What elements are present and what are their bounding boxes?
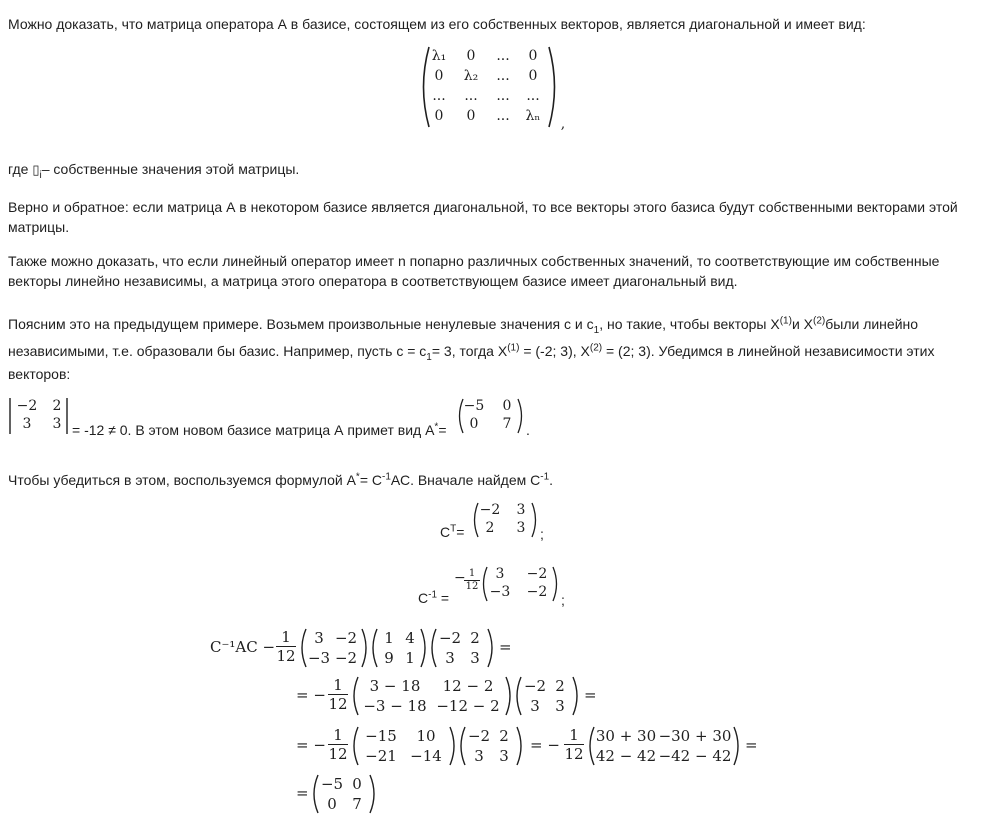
mat-cell: −15 — [365, 727, 397, 745]
mat-cell: 0 — [502, 398, 512, 414]
mat-cell: −2 — [438, 629, 462, 647]
paragraph-example — [8, 311, 973, 365]
right-paren — [733, 726, 742, 766]
text-segment: = -12 ≠ 0. В этом новом базисе матрица А примет вид А — [72, 422, 435, 438]
diag-cell: ... — [496, 48, 510, 64]
text-segment: = — [437, 590, 450, 606]
equals-sign: = — [745, 736, 758, 754]
calc-lhs: C⁻¹AC − — [210, 638, 276, 656]
fraction — [328, 676, 348, 713]
equals-sign: = — [584, 686, 597, 704]
numerator: 1 — [328, 726, 348, 745]
mat-cell: 3 — [516, 502, 526, 518]
mat-cell: 1 — [405, 649, 415, 667]
det-cell: −2 — [16, 398, 38, 414]
text-segment: были линейно — [825, 316, 919, 332]
mat-cell: −42 − 42 — [658, 747, 732, 765]
superscript: * — [434, 421, 439, 433]
mat-cell: −2 — [334, 629, 358, 647]
c-transpose-label — [440, 524, 464, 540]
mat-cell: −3 — [489, 584, 511, 600]
mat-cell: 30 + 30 — [595, 727, 657, 745]
mat-cell: 3 — [555, 697, 565, 715]
numerator: 1 — [464, 568, 480, 581]
mat-cell: 3 — [499, 747, 509, 765]
mat-cell: 1 — [384, 629, 394, 647]
text-segment: = (2; 3). Убедимся в линейной независимости этих — [602, 343, 935, 359]
mid-sign: = − — [530, 736, 560, 754]
superscript: -1 — [382, 471, 391, 483]
mat-cell: −3 − 18 — [363, 697, 427, 715]
diag-cell: ... — [526, 88, 540, 104]
numerator: 1 — [328, 676, 348, 695]
paragraph-example-end: векторов: — [8, 366, 71, 382]
mat-cell: 2 — [555, 677, 565, 695]
mat-cell: 10 — [416, 727, 436, 745]
diag-cell: 0 — [466, 108, 476, 124]
mat-cell: 2 — [499, 727, 509, 745]
text-segment: = — [456, 524, 465, 540]
fraction — [328, 726, 348, 763]
superscript: (1) — [507, 342, 520, 354]
mat-cell: −5 — [463, 398, 485, 414]
trailing-semicolon: ; — [540, 526, 544, 542]
fraction — [464, 568, 480, 593]
mat-cell: −2 — [523, 677, 547, 695]
trailing-period: . — [526, 422, 530, 438]
mat-cell: 7 — [352, 795, 362, 813]
mat-cell: 3 — [445, 649, 455, 667]
paragraph-converse: Верно и обратное: если матрица А в некотором базисе является диагональной, то все векторы этого базиса будут собственными векторами этой матрицы. — [8, 199, 958, 235]
right-paren — [369, 774, 378, 814]
right-paren — [516, 726, 525, 766]
mat-cell: 0 — [352, 775, 362, 793]
mat-cell: 2 — [485, 520, 495, 536]
superscript: * — [355, 471, 360, 483]
text-segment: = — [438, 422, 447, 438]
diag-cell: ... — [496, 88, 510, 104]
text-segment: Поясним это на предыдущем примере. Возьмем произвольные ненулевые значения с и с — [8, 316, 594, 332]
det-right-bar — [66, 398, 70, 436]
diag-cell: ... — [464, 88, 478, 104]
paragraph-eigenvalues — [8, 159, 973, 180]
trailing-semicolon: ; — [561, 592, 565, 608]
diag-cell: ... — [432, 88, 446, 104]
minus-sign: − — [454, 570, 466, 586]
right-paren — [487, 628, 496, 668]
denominator: 12 — [564, 745, 584, 763]
c-inverse-label — [418, 590, 449, 606]
mat-cell: 3 — [474, 747, 484, 765]
diag-cell: λ₁ — [431, 48, 447, 64]
right-paren — [572, 676, 581, 716]
diag-cell: ... — [496, 68, 510, 84]
mat-cell: 12 − 2 — [442, 677, 494, 695]
superscript: -1 — [428, 589, 438, 601]
diag-cell: λₙ — [525, 108, 541, 124]
subscript: 1 — [593, 324, 600, 336]
mat-cell: −2 — [479, 502, 501, 518]
mat-cell: −14 — [410, 747, 442, 765]
diag-cell: 0 — [466, 48, 476, 64]
lead-sign: = − — [296, 686, 326, 704]
text-segment: – собственные значения этой матрицы. — [41, 161, 300, 177]
subscript: 1 — [426, 351, 432, 363]
denominator: 12 — [328, 695, 348, 713]
equals-sign: = — [499, 638, 512, 656]
diag-cell: 0 — [434, 108, 444, 124]
superscript: (2) — [589, 342, 603, 354]
det-cell: 2 — [52, 398, 62, 414]
c-transpose-equation — [440, 500, 560, 542]
mat-cell: −3 — [307, 649, 331, 667]
left-paren — [586, 726, 595, 766]
mat-cell: 4 — [405, 629, 415, 647]
mat-cell: −21 — [365, 747, 397, 765]
text-segment: независимыми, т.е. образовали бы базис. Например, пусть с = с — [8, 343, 427, 359]
mat-cell: −2 — [526, 584, 548, 600]
determinant-line — [8, 396, 568, 436]
lead-sign: = − — [296, 736, 326, 754]
subscript: i — [39, 169, 42, 181]
mat-cell: 0 — [469, 416, 479, 432]
paragraph-intro: Можно доказать, что матрица оператора А в базисе, состоящем из его собственных векторов, является диагональной и имеет вид: — [8, 16, 866, 32]
mat-cell: −30 + 30 — [658, 727, 732, 745]
text-segment: С — [440, 524, 451, 540]
c-inverse-equation — [418, 564, 578, 608]
mat-cell: 3 − 18 — [369, 677, 421, 695]
left-paren — [350, 726, 359, 766]
denominator: 12 — [465, 581, 479, 592]
superscript: -1 — [540, 471, 550, 483]
text-segment: и Х — [791, 316, 813, 332]
right-paren — [517, 398, 525, 434]
numerator: 1 — [564, 726, 584, 745]
mat-cell: 7 — [502, 416, 512, 432]
mat-cell: −2 — [526, 566, 548, 582]
mat-cell: −2 — [334, 649, 358, 667]
mat-cell: 3 — [530, 697, 540, 715]
left-paren — [457, 726, 466, 766]
text-segment: = (-2; 3), Х — [519, 343, 590, 359]
denominator: 12 — [276, 647, 296, 665]
mat-cell: 2 — [470, 629, 480, 647]
missing-glyph: ▯ — [32, 162, 40, 177]
right-paren — [552, 566, 560, 602]
det-cell: 3 — [22, 416, 32, 432]
mat-cell: 42 − 42 — [595, 747, 657, 765]
diag-cell: ... — [496, 108, 510, 124]
superscript: Т — [450, 523, 457, 535]
det-left-bar — [9, 398, 13, 436]
text-segment: . — [549, 472, 554, 488]
text-segment: = С — [359, 472, 383, 488]
left-paren — [480, 566, 488, 602]
diag-cell: λ₂ — [463, 68, 479, 84]
diag-cell: 0 — [434, 68, 444, 84]
mat-cell: −5 — [320, 775, 344, 793]
superscript: (2) — [813, 315, 826, 327]
diag-cell: 0 — [528, 48, 538, 64]
text-segment: где — [8, 161, 33, 177]
left-paren — [513, 676, 522, 716]
mat-cell: 9 — [384, 649, 394, 667]
lead-sign: = — [296, 784, 309, 802]
fraction — [276, 628, 296, 665]
paragraph-formula — [8, 470, 973, 490]
det-equation-text — [72, 422, 447, 438]
mat-cell: 3 — [516, 520, 526, 536]
superscript: (1) — [779, 315, 792, 327]
text-segment: С — [418, 590, 429, 606]
left-paren — [369, 628, 378, 668]
calculation-block — [0, 620, 991, 825]
mat-cell: 0 — [327, 795, 337, 813]
denominator: 12 — [328, 745, 348, 763]
text-segment: = 3, тогда Х — [431, 343, 508, 359]
diag-cell: 0 — [528, 68, 538, 84]
mat-cell: −12 − 2 — [436, 697, 500, 715]
det-cell: 3 — [52, 416, 62, 432]
matrix-trailing-comma: , — [560, 116, 566, 132]
text-segment: Чтобы убедиться в этом, воспользуемся формулой А — [8, 472, 356, 488]
mat-cell: −2 — [467, 727, 491, 745]
mat-cell: 3 — [314, 629, 324, 647]
mat-cell: 3 — [495, 566, 505, 582]
left-paren — [310, 774, 319, 814]
diagonal-matrix — [418, 44, 578, 134]
paragraph-distinct-eigenvalues: Также можно доказать, что если линейный оператор имеет n попарно различных собственных значений, то соответствующие им собственные векторы линейно независимы, а матрица этого оператора в соответствующем базисе имеет диагональный вид. — [8, 253, 940, 289]
fraction — [564, 726, 584, 763]
left-paren — [428, 628, 437, 668]
numerator: 1 — [276, 628, 296, 647]
left-paren — [350, 676, 359, 716]
text-segment: , но такие, чтобы векторы Х — [599, 316, 780, 332]
mat-cell: 3 — [470, 649, 480, 667]
left-paren — [298, 628, 307, 668]
text-segment: АС. Вначале найдем С — [390, 472, 541, 488]
right-paren — [531, 502, 539, 538]
